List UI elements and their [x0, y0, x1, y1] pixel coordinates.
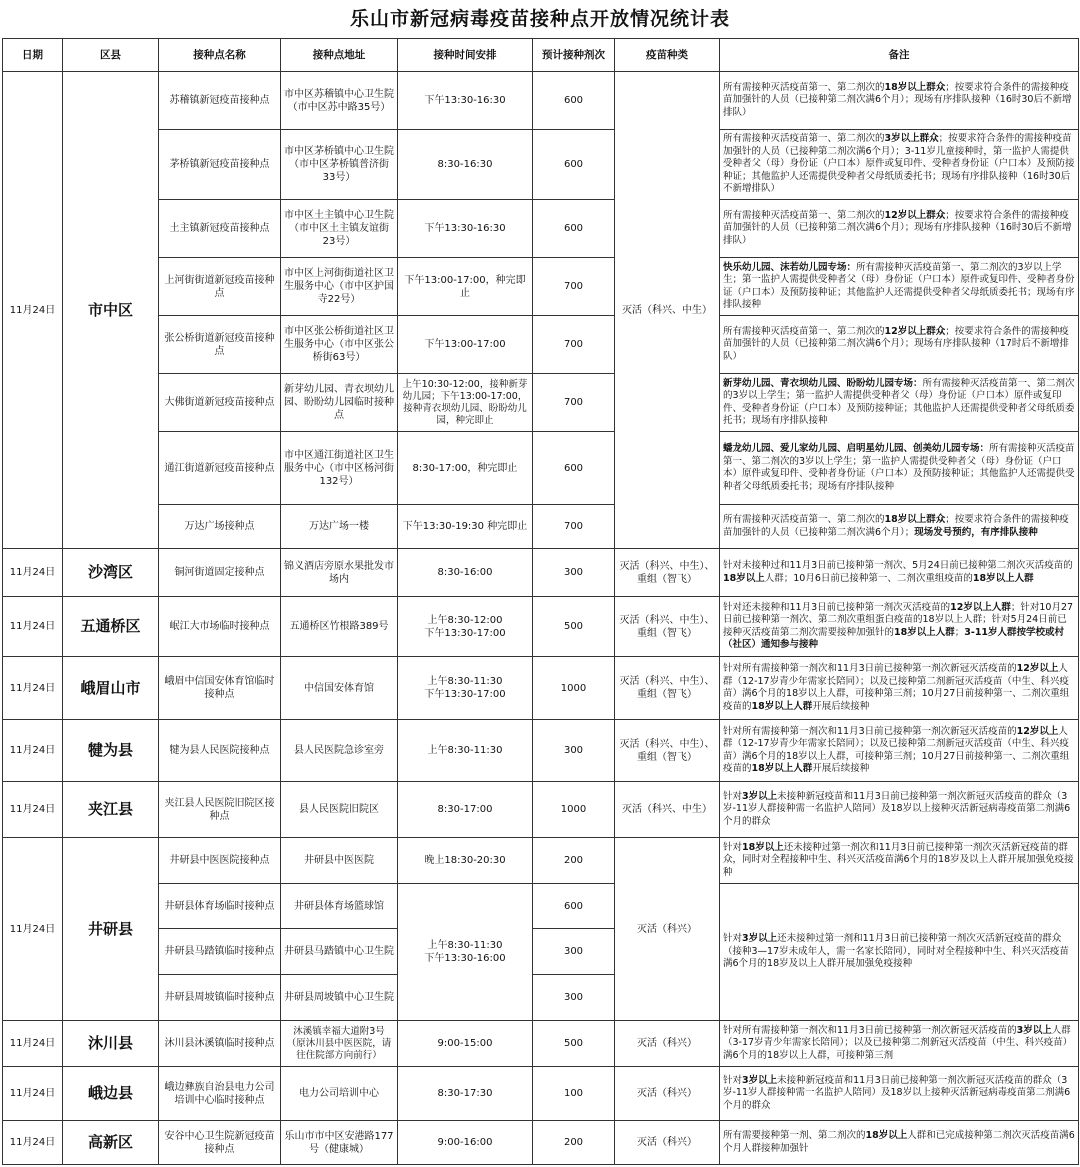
- doses-cell: 200: [533, 838, 615, 884]
- doses-cell: 700: [533, 505, 615, 549]
- header-note: 备注: [720, 39, 1079, 72]
- date-cell: 11月24日: [3, 1067, 63, 1121]
- date-cell: 11月24日: [3, 720, 63, 782]
- site-address: 井研县中医医院: [281, 838, 398, 884]
- vaccine-cell: 灭活（科兴、中生）: [615, 72, 720, 549]
- site-address: 沐溪镇幸福大道附3号（原沐川县中医医院，请往住院部方向前行）: [281, 1021, 398, 1067]
- note-cell: 针对未接种过和11月3日前已接种第一剂次、5月24日前已接种第二剂次灭活疫苗的18岁以上人群；10月6日前已接种第一、二剂次重组疫苗的18岁以上人群: [720, 549, 1079, 597]
- note-cell: 所有需接种灭活疫苗第一、第二剂次的18岁以上群众；按要求符合条件的需接种疫苗加强针的人员（已接种第二剂次满6个月）；现场发号预约，有序排队接种: [720, 505, 1079, 549]
- table-row: [3, 316, 1079, 374]
- date-cell: 11月24日: [3, 838, 63, 1021]
- site-address: 锦义酒店旁原水果批发市场内: [281, 549, 398, 597]
- site-name: 岷江大市场临时接种点: [159, 597, 281, 657]
- time-cell: 8:30-17:00: [398, 782, 533, 838]
- doses-cell: 300: [533, 720, 615, 782]
- district-cell: 市中区: [63, 72, 159, 549]
- table-row: [3, 782, 1079, 838]
- district-cell: 井研县: [63, 838, 159, 1021]
- district-cell: 犍为县: [63, 720, 159, 782]
- note-cell: 针对18岁以上还未接种过第一剂次和11月3日前已接种第一剂次灭活新冠疫苗的群众，同时对全程接种中生、科兴灭活疫苗满6个月的18岁及以上人群开展加强免疫接种: [720, 838, 1079, 884]
- time-cell: 9:00-16:00: [398, 1121, 533, 1165]
- site-name: 土主镇新冠疫苗接种点: [159, 200, 281, 258]
- doses-cell: 600: [533, 200, 615, 258]
- site-name: 井研县体育场临时接种点: [159, 884, 281, 929]
- doses-cell: 300: [533, 549, 615, 597]
- date-cell: 11月24日: [3, 782, 63, 838]
- time-cell: 上午8:30-11:30: [398, 720, 533, 782]
- site-address: 井研县马踏镇中心卫生院: [281, 929, 398, 975]
- time-cell: 下午13:30-16:30: [398, 72, 533, 130]
- site-address: 井研县周坡镇中心卫生院: [281, 975, 398, 1021]
- district-cell: 夹江县: [63, 782, 159, 838]
- district-cell: 峨边县: [63, 1067, 159, 1121]
- date-cell: 11月24日: [3, 1121, 63, 1165]
- site-name: 大佛街道新冠疫苗接种点: [159, 374, 281, 432]
- district-cell: 高新区: [63, 1121, 159, 1165]
- site-address: 电力公司培训中心: [281, 1067, 398, 1121]
- note-cell: 针对3岁以上未接种新冠疫苗和11月3日前已接种第一剂次新冠灭活疫苗的群众（3岁-11岁人群接种需一名监护人陪同）及18岁以上接种灭活新冠病毒疫苗第二剂满6个月的群众: [720, 1067, 1079, 1121]
- site-address: 中信国安体育馆: [281, 657, 398, 720]
- site-name: 上河街街道新冠疫苗接种点: [159, 258, 281, 316]
- vaccine-cell: 灭活（科兴、中生）、重组（智飞）: [615, 657, 720, 720]
- time-cell: 下午13:00-17:00，种完即止: [398, 258, 533, 316]
- table-row: [3, 258, 1079, 316]
- site-name: 铜河街道固定接种点: [159, 549, 281, 597]
- note-cell: 所有需接种灭活疫苗第一、第二剂次的12岁以上群众；按要求符合条件的需接种疫苗加强针的人员（已接种第二剂次满6个月）；现场有序排队接种（16时30后不新增排队）: [720, 200, 1079, 258]
- date-cell: 11月24日: [3, 1021, 63, 1067]
- note-cell: 所有需要接种第一剂、第二剂次的18岁以上人群和已完成接种第二剂次灭活疫苗满6个月人群接种加强针: [720, 1121, 1079, 1165]
- table-row: [3, 1067, 1079, 1121]
- header-district: 区县: [63, 39, 159, 72]
- time-cell: 上午8:30-11:30 下午13:30-16:00: [398, 884, 533, 1021]
- doses-cell: 500: [533, 597, 615, 657]
- doses-cell: 700: [533, 316, 615, 374]
- site-name: 通江街道新冠疫苗接种点: [159, 432, 281, 505]
- table-row: [3, 1121, 1079, 1165]
- note-cell: 新芽幼儿园、青衣坝幼儿园、盼盼幼儿园专场：所有需接种灭活疫苗第一、第二剂次的3岁以上学生；第一监护人需提供受种者父（母）身份证（户口本）原件或复印件、受种者身份证（户口本）及预防接种证；其他监护人还需提供受种者父母纸质委托书；现场有序排队接种: [720, 374, 1079, 432]
- note-cell: 针对3岁以上还未接种过第一剂和11月3日前已接种第一剂次灭活新冠疫苗的群众（接种3—17岁未成年人，需一名家长陪同），同时对全程接种中生、科兴灭活疫苗满6个月的18岁及以上人群开展加强免疫接种: [720, 884, 1079, 1021]
- time-cell: 8:30-16:30: [398, 130, 533, 200]
- time-cell: 下午13:00-17:00: [398, 316, 533, 374]
- district-cell: 峨眉山市: [63, 657, 159, 720]
- time-cell: 上午8:30-11:30 下午13:30-17:00: [398, 657, 533, 720]
- site-name: 安谷中心卫生院新冠疫苗接种点: [159, 1121, 281, 1165]
- header-doses: 预计接种剂次: [533, 39, 615, 72]
- time-cell: 9:00-15:00: [398, 1021, 533, 1067]
- site-address: 市中区张公桥街道社区卫生服务中心（市中区张公桥街63号）: [281, 316, 398, 374]
- note-cell: 蟠龙幼儿园、爱儿家幼儿园、启明星幼儿园、创美幼儿园专场：所有需接种灭活疫苗第一、第二剂次的3岁以上学生；第一监护人需提供受种者父（母）身份证（户口本）原件或复印件、受种者身份证（户口本）及预防接种证；其他监护人还需提供受种者父母纸质委托书；现场有序排队接种: [720, 432, 1079, 505]
- table-row: [3, 720, 1079, 782]
- vaccine-cell: 灭活（科兴、中生）、重组（智飞）: [615, 597, 720, 657]
- site-name: 张公桥街道新冠疫苗接种点: [159, 316, 281, 374]
- doses-cell: 700: [533, 374, 615, 432]
- doses-cell: 500: [533, 1021, 615, 1067]
- table-row: [3, 838, 1079, 884]
- vaccination-sites-table: [2, 38, 1079, 1165]
- time-cell: 晚上18:30-20:30: [398, 838, 533, 884]
- site-address: 五通桥区竹根路389号: [281, 597, 398, 657]
- time-cell: 下午13:30-16:30: [398, 200, 533, 258]
- doses-cell: 300: [533, 975, 615, 1021]
- district-cell: 沙湾区: [63, 549, 159, 597]
- vaccine-cell: 灭活（科兴、中生）、重组（智飞）: [615, 720, 720, 782]
- time-cell: 8:30-17:00，种完即止: [398, 432, 533, 505]
- vaccine-cell: 灭活（科兴、中生）、重组（智飞）: [615, 549, 720, 597]
- site-name: 犍为县人民医院接种点: [159, 720, 281, 782]
- site-address: 县人民医院旧院区: [281, 782, 398, 838]
- header-date: 日期: [3, 39, 63, 72]
- site-name: 井研县周坡镇临时接种点: [159, 975, 281, 1021]
- vaccine-cell: 灭活（科兴）: [615, 1121, 720, 1165]
- site-address: 乐山市市中区安港路177号（健康城）: [281, 1121, 398, 1165]
- note-cell: 所有需接种灭活疫苗第一、第二剂次的3岁以上群众；按要求符合条件的需接种疫苗加强针的人员（已接种第二剂次满6个月）；3-11岁儿童接种时，第一监护人需提供受种者父（母）身份证（户口本）原件或复印件、受种者身份证（户口本）及预防接种证；其他监护人还需提供受种者父母纸质委托书；现场有序排队接种（16时30后不新增排队）: [720, 130, 1079, 200]
- note-cell: 针对3岁以上未接种新冠疫苗和11月3日前已接种第一剂次新冠灭活疫苗的群众（3岁-11岁人群接种需一名监护人陪同）及18岁以上接种灭活新冠病毒疫苗第二剂满6个月的群众: [720, 782, 1079, 838]
- doses-cell: 700: [533, 258, 615, 316]
- note-cell: 针对所有需接种第一剂次和11月3日前已接种第一剂次新冠灭活疫苗的3岁以上人群（3-17岁青少年需家长陪同）；以及已接种第二剂新冠灭活疫苗（中生、科兴疫苗）满6个月的18岁以上人群，可接种第三剂: [720, 1021, 1079, 1067]
- header-time: 接种时间安排: [398, 39, 533, 72]
- site-name: 井研县中医医院接种点: [159, 838, 281, 884]
- time-cell: 下午13:30-19:30 种完即止: [398, 505, 533, 549]
- date-cell: 11月24日: [3, 549, 63, 597]
- table-row: [3, 374, 1079, 432]
- doses-cell: 600: [533, 72, 615, 130]
- district-cell: 沐川县: [63, 1021, 159, 1067]
- doses-cell: 600: [533, 432, 615, 505]
- header-site-address: 接种点地址: [281, 39, 398, 72]
- table-row: [3, 505, 1079, 549]
- doses-cell: 1000: [533, 657, 615, 720]
- date-cell: 11月24日: [3, 597, 63, 657]
- table-row: [3, 884, 1079, 929]
- time-cell: 8:30-17:30: [398, 1067, 533, 1121]
- doses-cell: 1000: [533, 782, 615, 838]
- note-cell: 针对还未接种和11月3日前已接种第一剂次灭活疫苗的12岁以上人群；针对10月27日前已接种第一剂次、第二剂次重组蛋白疫苗的18岁以上人群；针对5月24日前已接种灭活疫苗第二剂次需要接种加强针的18岁以上人群；3-11岁人群按学校或村（社区）通知参与接种: [720, 597, 1079, 657]
- site-name: 夹江县人民医院旧院区接种点: [159, 782, 281, 838]
- note-cell: 所有需接种灭活疫苗第一、第二剂次的12岁以上群众；按要求符合条件的需接种疫苗加强针的人员（已接种第二剂次满6个月）；现场有序排队接种（17时后不新增排队）: [720, 316, 1079, 374]
- site-address: 万达广场一楼: [281, 505, 398, 549]
- note-cell: 针对所有需接种第一剂次和11月3日前已接种第一剂次新冠灭活疫苗的12岁以上人群（12-17岁青少年需家长陪同）；以及已接种第二剂新冠灭活疫苗（中生、科兴疫苗）满6个月的18岁以上人群，可接种第三剂；10月27日前接种第一、二剂次重组疫苗的18岁以上人群开展后续接种: [720, 657, 1079, 720]
- district-cell: 五通桥区: [63, 597, 159, 657]
- site-name: 沐川县沐溪镇临时接种点: [159, 1021, 281, 1067]
- table-row: [3, 597, 1079, 657]
- doses-cell: 200: [533, 1121, 615, 1165]
- doses-cell: 100: [533, 1067, 615, 1121]
- note-cell: 针对所有需接种第一剂次和11月3日前已接种第一剂次新冠灭活疫苗的12岁以上人群（12-17岁青少年需家长陪同）；以及已接种第二剂新冠灭活疫苗（中生、科兴疫苗）满6个月的18岁以上人群，可接种第三剂；10月27日前接种第一、二剂次重组疫苗的18岁以上人群开展后续接种: [720, 720, 1079, 782]
- time-cell: 上午10:30-12:00，接种新芽幼儿园；下午13:00-17:00，接种青衣坝幼儿园、盼盼幼儿园，种完即止: [398, 374, 533, 432]
- site-name: 茅桥镇新冠疫苗接种点: [159, 130, 281, 200]
- vaccine-cell: 灭活（科兴）: [615, 1067, 720, 1121]
- doses-cell: 300: [533, 929, 615, 975]
- site-address: 市中区苏稽镇中心卫生院（市中区苏中路35号）: [281, 72, 398, 130]
- site-name: 井研县马踏镇临时接种点: [159, 929, 281, 975]
- date-cell: 11月24日: [3, 72, 63, 549]
- vaccine-cell: 灭活（科兴）: [615, 838, 720, 1021]
- header-site-name: 接种点名称: [159, 39, 281, 72]
- site-address: 新芽幼儿园、青衣坝幼儿园、盼盼幼儿园临时接种点: [281, 374, 398, 432]
- header-vaccine: 疫苗种类: [615, 39, 720, 72]
- table-row: [3, 72, 1079, 130]
- doses-cell: 600: [533, 884, 615, 929]
- note-cell: 快乐幼儿园、沫若幼儿园专场：所有需接种灭活疫苗第一、第二剂次的3岁以上学生；第一监护人需提供受种者父（母）身份证（户口本）原件或复印件、受种者身份证（户口本）及预防接种证；其他监护人还需提供受种者父母纸质委托书；现场有序排队接种: [720, 258, 1079, 316]
- site-name: 峨眉中信国安体育馆临时接种点: [159, 657, 281, 720]
- table-header-row: [3, 39, 1079, 72]
- page-title: 乐山市新冠病毒疫苗接种点开放情况统计表: [349, 8, 730, 30]
- site-name: 苏稽镇新冠疫苗接种点: [159, 72, 281, 130]
- site-address: 市中区通江街道社区卫生服务中心（市中区杨河街132号）: [281, 432, 398, 505]
- table-row: [3, 549, 1079, 597]
- table-row: [3, 200, 1079, 258]
- vaccine-cell: 灭活（科兴、中生）: [615, 782, 720, 838]
- site-address: 井研县体育场篮球馆: [281, 884, 398, 929]
- doses-cell: 600: [533, 130, 615, 200]
- table-row: [3, 130, 1079, 200]
- site-address: 市中区土主镇中心卫生院（市中区土主镇友谊街23号）: [281, 200, 398, 258]
- note-cell: 所有需接种灭活疫苗第一、第二剂次的18岁以上群众；按要求符合条件的需接种疫苗加强针的人员（已接种第二剂次满6个月）；现场有序排队接种（16时30后不新增排队）: [720, 72, 1079, 130]
- site-address: 市中区上河街街道社区卫生服务中心（市中区护国寺22号）: [281, 258, 398, 316]
- vaccine-cell: 灭活（科兴）: [615, 1021, 720, 1067]
- time-cell: 上午8:30-12:00 下午13:30-17:00: [398, 597, 533, 657]
- table-row: [3, 432, 1079, 505]
- site-address: 市中区茅桥镇中心卫生院（市中区茅桥镇普济街33号）: [281, 130, 398, 200]
- table-row: [3, 1021, 1079, 1067]
- date-cell: 11月24日: [3, 657, 63, 720]
- time-cell: 8:30-16:00: [398, 549, 533, 597]
- site-name: 万达广场接种点: [159, 505, 281, 549]
- site-address: 县人民医院急诊室旁: [281, 720, 398, 782]
- site-name: 峨边彝族自治县电力公司培训中心临时接种点: [159, 1067, 281, 1121]
- table-row: [3, 657, 1079, 720]
